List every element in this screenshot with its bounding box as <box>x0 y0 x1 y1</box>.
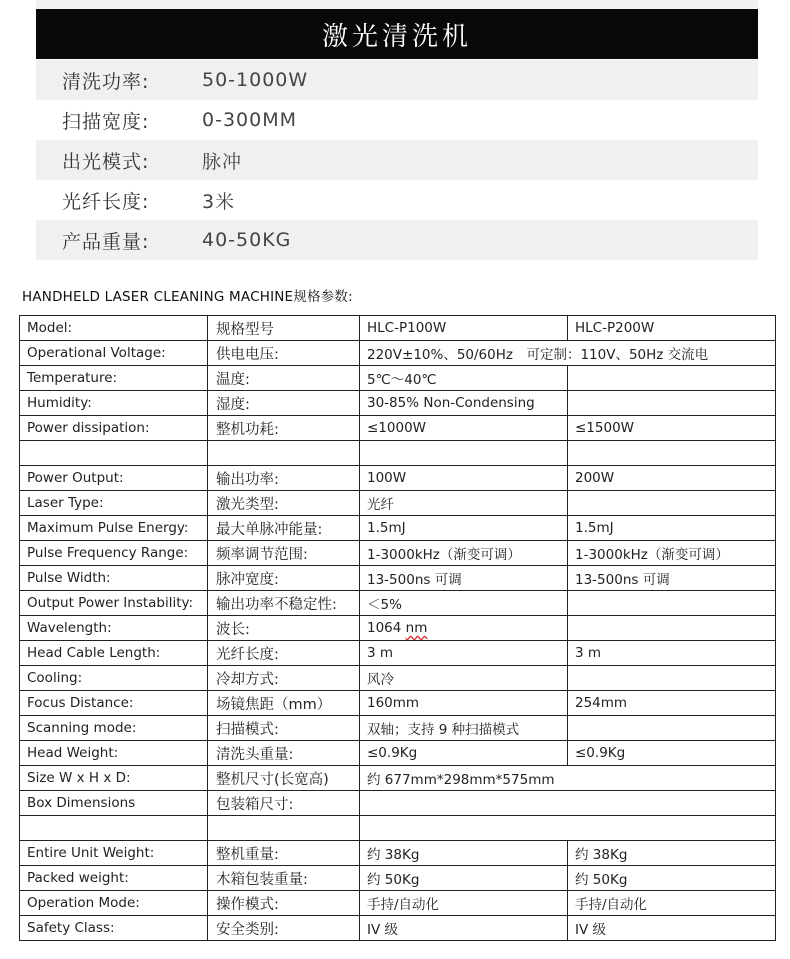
param-name-cn: 输出功率不稳定性: <box>208 591 360 616</box>
param-value-p100w: HLC-P100W <box>360 316 568 341</box>
param-name-cn: 输出功率: <box>208 466 360 491</box>
spec-value: 50-1000W <box>202 69 309 91</box>
param-value-p100w <box>360 441 568 466</box>
table-row <box>20 516 776 541</box>
table-row <box>20 666 776 691</box>
param-name-en: Size W x H x D: <box>20 766 208 791</box>
param-value-merged <box>360 816 776 841</box>
table-heading: HANDHELD LASER CLEANING MACHINE规格参数: <box>22 289 353 305</box>
param-name-en: Humidity: <box>20 391 208 416</box>
param-name-cn: 清洗头重量: <box>208 741 360 766</box>
table-row <box>20 841 776 866</box>
param-value-p200w: 1-3000kHz（渐变可调） <box>568 541 776 566</box>
table-row <box>20 416 776 441</box>
wavelength-value: 1064 <box>367 620 402 636</box>
param-value-p100w: 双轴；支持 9 种扫描模式 <box>360 716 568 741</box>
spec-value: 40-50KG <box>202 229 292 251</box>
param-name-cn: 激光类型: <box>208 491 360 516</box>
param-name-en <box>20 816 208 841</box>
param-value-p200w: IV 级 <box>568 916 776 941</box>
param-name-cn: 整机功耗: <box>208 416 360 441</box>
spec-row <box>36 140 758 180</box>
param-name-cn: 最大单脉冲能量: <box>208 516 360 541</box>
table-row <box>20 566 776 591</box>
param-value-p200w: 254mm <box>568 691 776 716</box>
param-value-p100w: 1-3000kHz（渐变可调） <box>360 541 568 566</box>
param-name-en: Power Output: <box>20 466 208 491</box>
spec-label: 光纤长度: <box>62 190 150 213</box>
param-value-p200w <box>568 666 776 691</box>
spec-label: 清洗功率: <box>62 70 150 93</box>
param-name-en: Maximum Pulse Energy: <box>20 516 208 541</box>
param-value-p200w: HLC-P200W <box>568 316 776 341</box>
param-name-cn: 木箱包装重量: <box>208 866 360 891</box>
param-name-cn: 湿度: <box>208 391 360 416</box>
table-row <box>20 891 776 916</box>
param-name-en: Box Dimensions <box>20 791 208 816</box>
table-row <box>20 616 776 641</box>
param-name-en: Pulse Width: <box>20 566 208 591</box>
param-value-p200w <box>568 491 776 516</box>
spec-value: 0-300MM <box>202 109 297 131</box>
param-value-merged: 约 677mm*298mm*575mm <box>360 766 776 791</box>
param-name-cn: 规格型号 <box>208 316 360 341</box>
param-value-p100w: 30-85% Non-Condensing <box>360 391 568 416</box>
param-name-cn: 操作模式: <box>208 891 360 916</box>
spec-label: 扫描宽度: <box>62 110 150 133</box>
param-value-p200w <box>568 716 776 741</box>
param-name-cn: 频率调节范围: <box>208 541 360 566</box>
param-value-p100w: 手持/自动化 <box>360 891 568 916</box>
param-name-cn: 整机尺寸(长宽高) <box>208 766 360 791</box>
param-name-en: Wavelength: <box>20 616 208 641</box>
parameters-table <box>19 315 776 941</box>
param-value-p200w <box>568 366 776 391</box>
param-name-en: Cooling: <box>20 666 208 691</box>
param-value-p200w: 3 m <box>568 641 776 666</box>
param-value-p200w: 手持/自动化 <box>568 891 776 916</box>
table-row-empty <box>20 816 776 841</box>
param-value-p100w: 风冷 <box>360 666 568 691</box>
param-value-p200w: 约 38Kg <box>568 841 776 866</box>
table-row <box>20 316 776 341</box>
param-value-p200w <box>568 591 776 616</box>
table-row <box>20 916 776 941</box>
table-row <box>20 391 776 416</box>
param-value-p100w: ≤0.9Kg <box>360 741 568 766</box>
param-value-p200w: 1.5mJ <box>568 516 776 541</box>
table-row <box>20 366 776 391</box>
top-margin-strip <box>36 0 758 9</box>
table-row <box>20 341 776 366</box>
table-row <box>20 466 776 491</box>
spec-row <box>36 180 758 220</box>
banner-title: 激光清洗机 <box>321 21 472 52</box>
param-value-p100w: 约 38Kg <box>360 841 568 866</box>
param-name-en: Entire Unit Weight: <box>20 841 208 866</box>
param-value-p100w: 约 50Kg <box>360 866 568 891</box>
param-name-en: Head Cable Length: <box>20 641 208 666</box>
table-row <box>20 791 776 816</box>
table-row <box>20 491 776 516</box>
param-value-p100w: IV 级 <box>360 916 568 941</box>
spec-row <box>36 100 758 140</box>
param-value-p200w: ≤1500W <box>568 416 776 441</box>
param-name-en: Pulse Frequency Range: <box>20 541 208 566</box>
param-name-cn: 安全类别: <box>208 916 360 941</box>
param-value-p100w: 1.5mJ <box>360 516 568 541</box>
param-value-p200w <box>568 441 776 466</box>
param-value-merged: 220V±10%、50/60Hz 可定制：110V、50Hz 交流电 <box>360 341 776 366</box>
param-name-en: Safety Class: <box>20 916 208 941</box>
param-value-p100w: 160mm <box>360 691 568 716</box>
spec-row <box>36 220 758 260</box>
spec-value: 3米 <box>202 190 236 213</box>
spec-label: 出光模式: <box>62 150 150 173</box>
table-row <box>20 741 776 766</box>
param-name-cn: 光纤长度: <box>208 641 360 666</box>
param-name-cn: 整机重量: <box>208 841 360 866</box>
spec-value: 脉冲 <box>202 150 243 173</box>
param-value-p100w: 5℃～40℃ <box>360 366 568 391</box>
title-banner <box>36 9 758 59</box>
param-value-p100w: 光纤 <box>360 491 568 516</box>
param-name-en: Focus Distance: <box>20 691 208 716</box>
param-name-en: Power dissipation: <box>20 416 208 441</box>
param-value-p100w: 100W <box>360 466 568 491</box>
key-specs-list <box>36 60 758 260</box>
param-value-p100w: ＜5% <box>360 591 568 616</box>
table-row <box>20 716 776 741</box>
param-value-p100w: 3 m <box>360 641 568 666</box>
param-name-en: Output Power Instability: <box>20 591 208 616</box>
param-name-en: Operational Voltage: <box>20 341 208 366</box>
table-row <box>20 541 776 566</box>
table-row <box>20 591 776 616</box>
param-name-cn: 温度: <box>208 366 360 391</box>
param-name-cn: 扫描模式: <box>208 716 360 741</box>
param-name-en <box>20 441 208 466</box>
param-value-p200w <box>568 616 776 641</box>
table-row <box>20 691 776 716</box>
spec-row <box>36 60 758 100</box>
param-value-p200w: 200W <box>568 466 776 491</box>
spec-label: 产品重量: <box>62 230 150 253</box>
param-name-cn: 供电电压: <box>208 341 360 366</box>
param-name-cn: 包装箱尺寸: <box>208 791 360 816</box>
param-name-cn: 场镜焦距（mm） <box>208 691 360 716</box>
param-value-p200w: ≤0.9Kg <box>568 741 776 766</box>
param-value-p200w: 约 50Kg <box>568 866 776 891</box>
param-value-p200w <box>568 391 776 416</box>
param-value-p100w: 13-500ns 可调 <box>360 566 568 591</box>
param-name-cn: 脉冲宽度: <box>208 566 360 591</box>
param-value-p100w: ≤1000W <box>360 416 568 441</box>
param-name-en: Model: <box>20 316 208 341</box>
param-name-en: Laser Type: <box>20 491 208 516</box>
param-name-en: Head Weight: <box>20 741 208 766</box>
param-name-en: Scanning mode: <box>20 716 208 741</box>
param-value-merged <box>360 791 776 816</box>
table-row <box>20 866 776 891</box>
table-row <box>20 766 776 791</box>
param-value-p200w: 13-500ns 可调 <box>568 566 776 591</box>
param-name-cn: 波长: <box>208 616 360 641</box>
wavelength-unit: nm <box>405 620 428 636</box>
param-name-en: Temperature: <box>20 366 208 391</box>
param-name-en: Packed weight: <box>20 866 208 891</box>
param-name-cn <box>208 816 360 841</box>
table-row <box>20 641 776 666</box>
param-name-cn <box>208 441 360 466</box>
param-name-cn: 冷却方式: <box>208 666 360 691</box>
param-value-p100w <box>360 616 568 641</box>
table-row-empty <box>20 441 776 466</box>
param-name-en: Operation Mode: <box>20 891 208 916</box>
